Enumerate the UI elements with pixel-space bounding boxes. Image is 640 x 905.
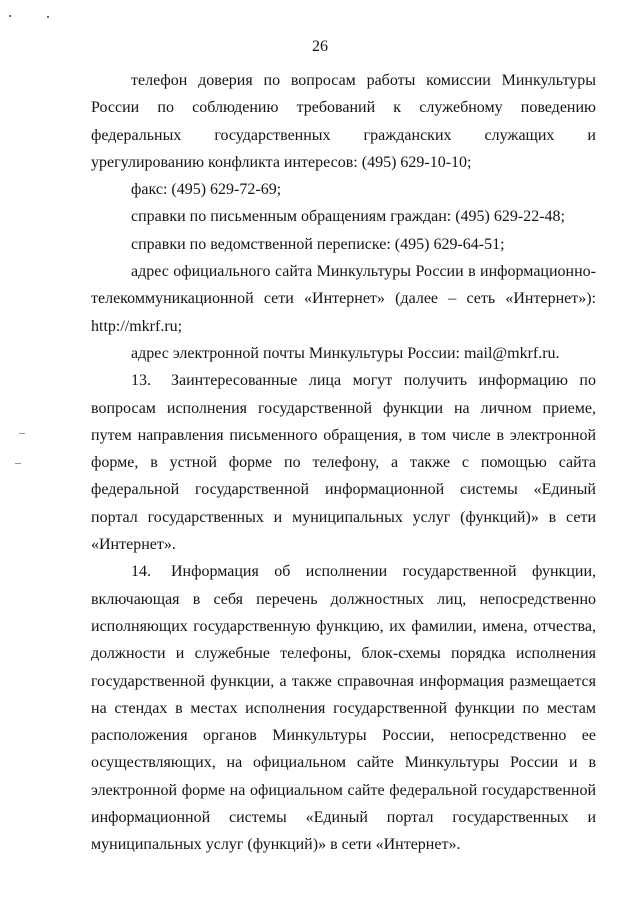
item-number: 14. — [131, 563, 151, 581]
paragraph-fax: факс: (495) 629-72-69; — [131, 181, 282, 199]
item-number: 13. — [131, 372, 151, 390]
document-body — [91, 67, 596, 859]
page-number: 26 — [312, 38, 328, 55]
item-text: Заинтересованные лица могут получить информацию по вопросам исполнения государственной функции на личном приеме, путем направления письменного обращения, в том числе в электронной форме, в устной форме по телефону, а также с помощью сайта федеральной государственной информационной системы «Единый портал государственных и муниципальных услуг (функций)» в сети «Интернет». — [91, 372, 596, 554]
paragraph-departmental-correspondence: справки по ведомственной переписке: (495) 629-64-51; — [131, 235, 505, 253]
scan-speck — [19, 433, 25, 434]
scan-speck — [9, 15, 11, 17]
scan-speck — [47, 16, 49, 18]
paragraph-email: адрес электронной почты Минкультуры России: mail@mkrf.ru. — [131, 344, 560, 362]
paragraph-item-13 — [91, 367, 596, 558]
paragraph-item-14 — [91, 558, 596, 858]
item-text: Информация об исполнении государственной функции, включающая в себя перечень должностных лиц, непосредственно исполняющих государственную функцию, их фамилии, имена, отчества, должности и служебные телефоны, блок-схемы порядка исполнения государственной функции, а также справочная информация размещается на стендах в местах исполнения государственной функции по местам расположения органов Минкультуры России, непосредственно ее осуществляющих, на официальном сайте Минкультуры России и в электронной форме на официальном сайте федеральной государственной информационной системы «Единый портал государственных и муниципальных услуг (функций)» в сети «Интернет». — [91, 563, 596, 854]
paragraph-website: адрес официального сайта Минкультуры России в информационно-телекоммуникационной сети «Интернет» (далее – сеть «Интернет»): http://mkrf.ru; — [91, 263, 596, 335]
paragraph-written-inquiries: справки по письменным обращениям граждан: (495) 629-22-48; — [131, 208, 565, 226]
paragraph-hotline: телефон доверия по вопросам работы комиссии Минкультуры России по соблюдению требований к служебному поведению федеральных государственных гражданских служащих и урегулированию конфликта интересов: (495) 629-10-10; — [91, 72, 596, 171]
scan-speck — [15, 463, 21, 464]
